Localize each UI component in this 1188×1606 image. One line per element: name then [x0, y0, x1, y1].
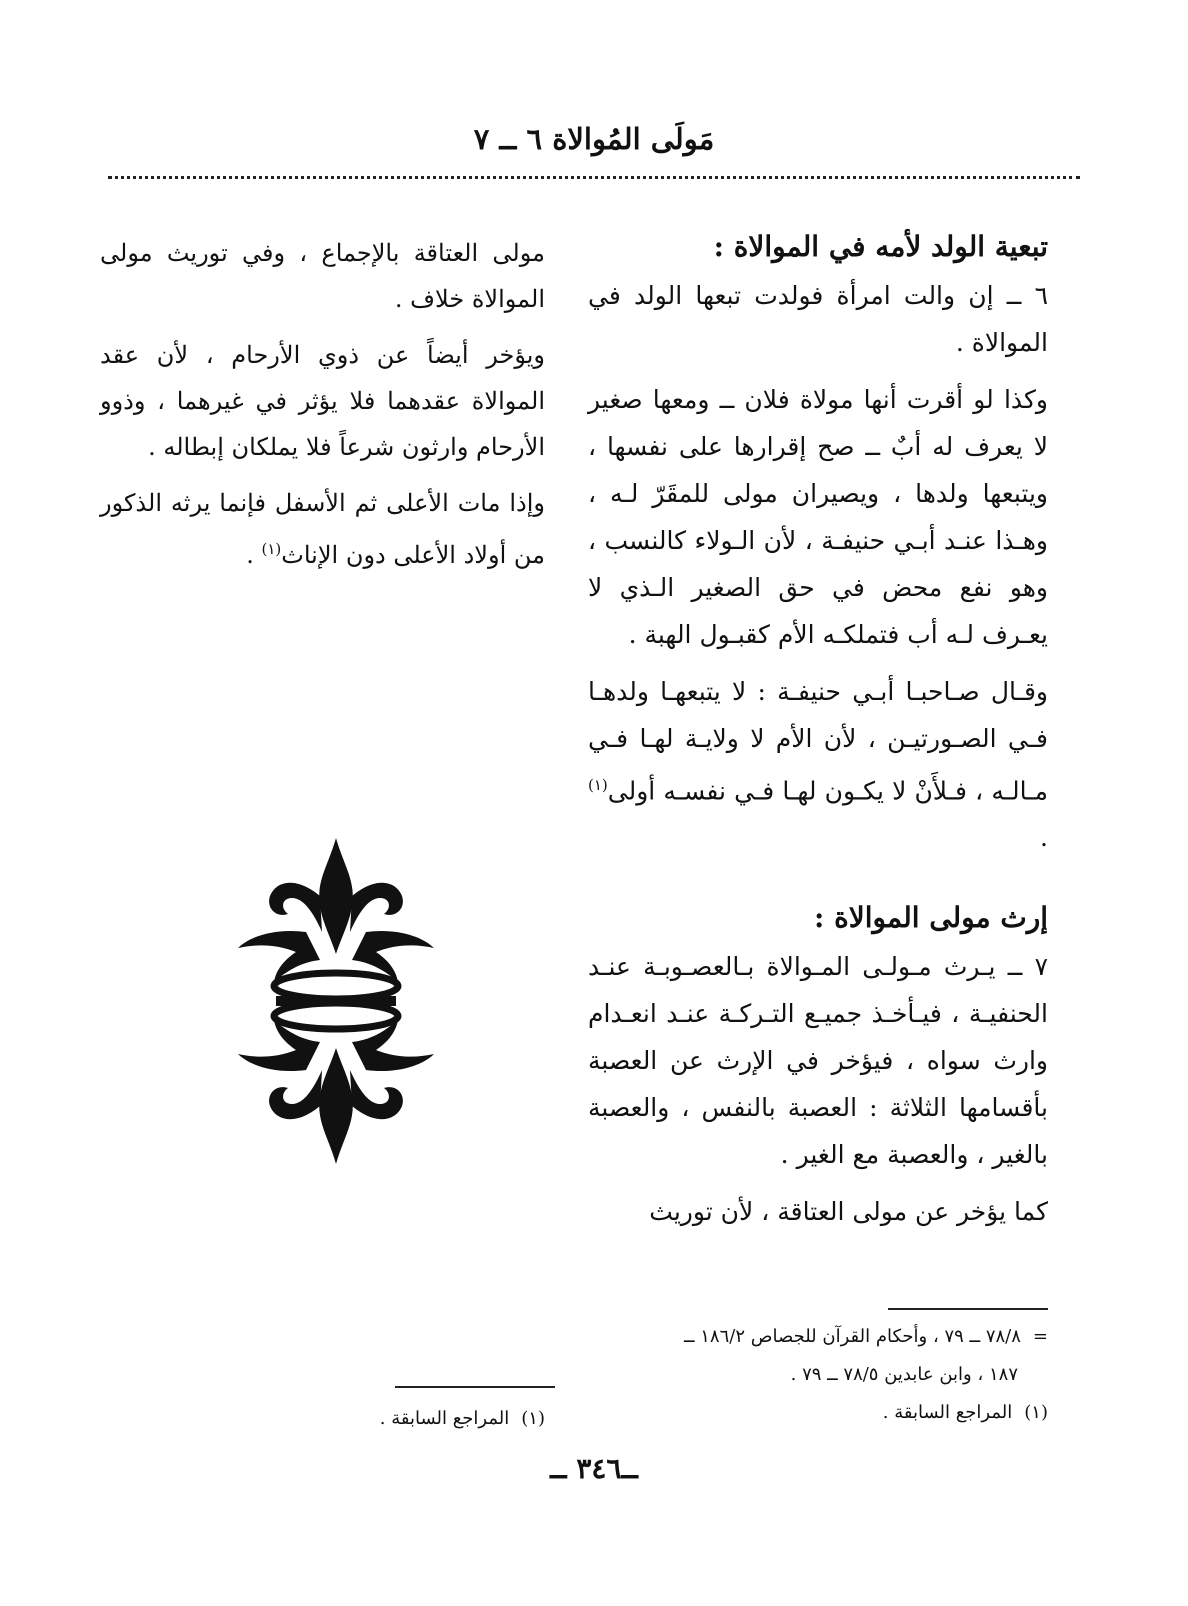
paragraph-death-order: [100, 480, 545, 578]
paragraph-continued: مولى العتاقة بالإجماع ، وفي توريث مولى الموالاة خلاف .: [100, 239, 545, 313]
footnote-text: ٧٨/٨ ــ ٧٩ ، وأحكام القرآن للجصاص ١٨٦/٢ ــ: [683, 1326, 1021, 1347]
fleur-de-lis-ornament-icon: [236, 836, 436, 1166]
header-dotted-rule: [108, 176, 1080, 179]
paragraph-6: ٦ ــ إن والت امرأة فولدت تبعها الولد في الموالاة .: [588, 281, 1048, 357]
section-heading-inheritance: إرث مولى الموالاة :: [814, 901, 1048, 935]
footnote-rule-right: [888, 1308, 1048, 1310]
footnote-number: (١): [1024, 1402, 1048, 1423]
footnotes-left: [100, 1400, 545, 1438]
continuation-mark: =: [1032, 1326, 1048, 1347]
footnote-number: (١): [521, 1408, 545, 1429]
footnote-rule-left: [395, 1386, 555, 1388]
paragraph-7: ٧ ــ يـرث مـولـى المـوالاة بـالعصـوبـة عنـد الحنفيـة ، فيـأخـذ جميـع التـركـة عنـد انعـدام وارث سواه ، فيؤخر في الإرث عن العصبة بأقسامها الثلاثة : العصبة بالنفس ، والعصبة بالغير ، والعصبة مع الغير .: [588, 952, 1048, 1170]
footnote-1: [578, 1394, 1048, 1432]
footnote-reference: (١): [261, 540, 282, 558]
footnote-reference: (١): [588, 776, 608, 794]
left-column: [100, 230, 545, 588]
paragraph-text: وقـال صـاحبـا أبـي حنيفـة : لا يتبعهـا ولدهـا فـي الصـورتيـن ، لأن الأم لا ولايـة لهـا فـي مـالـه ، فـلأَنْ لا يكـون لهـا فـي نفسـه أولى: [588, 677, 1048, 806]
section-heading-child-follows-mother: تبعية الولد لأمه في الموالاة :: [713, 230, 1048, 263]
footnote-text: المراجع السابقة .: [379, 1408, 510, 1429]
paragraph-text: وإذا مات الأعلى ثم الأسفل فإنما يرثه الذكور من أولاد الأعلى دون الإناث: [100, 489, 545, 569]
footnotes-right: [578, 1318, 1048, 1432]
paragraph-end: .: [1040, 823, 1048, 853]
footnote-1: [100, 1400, 545, 1438]
footnote-text: المراجع السابقة .: [882, 1402, 1013, 1423]
footnote-continuation-line2: ١٨٧ ، وابن عابدين ٧٨/٥ ــ ٧٩ .: [790, 1364, 1018, 1385]
running-header-title: مَولَى المُوالاة ٦ ــ ٧: [473, 122, 715, 156]
paragraph-acknowledgement: وكذا لو أقرت أنها مولاة فلان ــ ومعها صغير لا يعرف له أبٌ ــ صح إقرارها على نفسها ، ويتبعها ولدها ، ويصيران مولى للمقَرّ لـه ، وهـذا عنـد أبـي حنيفـة ، لأن الـولاء كالنسب ، وهو نفع محض في حق الصغير الـذي لا يعـرف لـه أب فتملكـه الأم كقبـول الهبة .: [588, 385, 1048, 649]
page-number: ــ٣٤٦ ــ: [550, 1452, 638, 1485]
footnote-continuation: [578, 1318, 1048, 1356]
paragraph-end: .: [246, 541, 262, 569]
right-column: [588, 222, 1048, 1245]
paragraph-continuation: كما يؤخر عن مولى العتاقة ، لأن توريث: [649, 1197, 1048, 1227]
paragraph-relatives: ويؤخر أيضاً عن ذوي الأرحام ، لأن عقد الموالاة عقدهما فلا يؤثر في غيرهما ، وذوو الأرحام وارثون شرعاً فلا يملكان إبطاله .: [100, 341, 545, 461]
paragraph-companions-opinion: [588, 668, 1048, 861]
